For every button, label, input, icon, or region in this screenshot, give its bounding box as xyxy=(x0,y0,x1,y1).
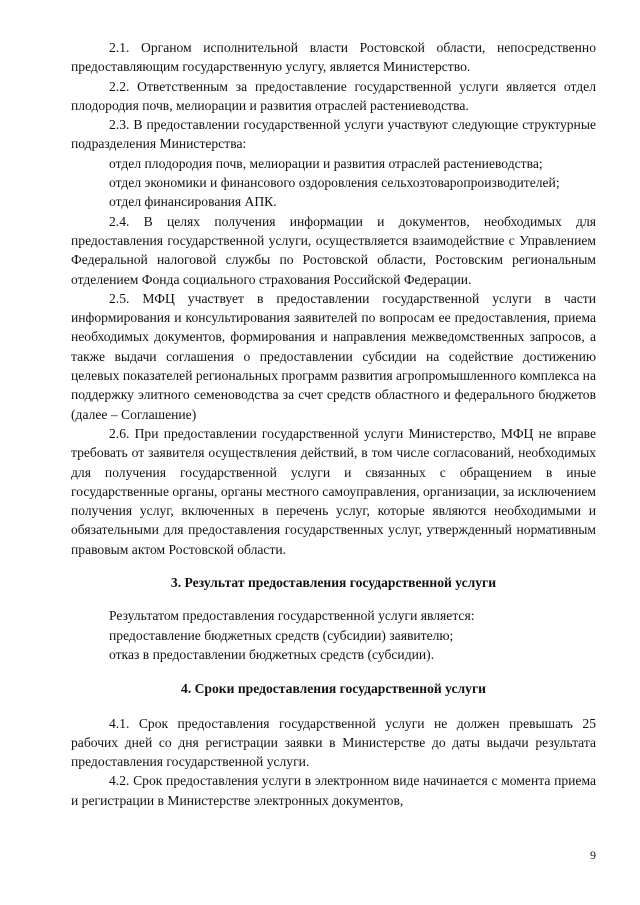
list-item-dept-economics: отдел экономики и финансового оздоровления сельхозтоваропроизводителей; xyxy=(109,175,560,191)
result-item-grant: предоставление бюджетных средств (субсидии) заявителю; xyxy=(109,627,454,643)
paragraph-2-2: 2.2. Ответственным за предоставление государственной услуги является отдел плодородия почв, мелиорации и развития отраслей растениеводства. xyxy=(71,78,596,113)
section-heading-3: 3. Результат предоставления государственной услуги xyxy=(170,575,497,591)
section-heading-4: 4. Сроки предоставления государственной услуги xyxy=(181,681,486,697)
paragraph-2-6: 2.6. При предоставлении государственной услуги Министерство, МФЦ не вправе требовать от заявителя осуществления действий, в том числе согласований, необходимых для получения государственной услуги и связанных с обращением в иные государственные органы, органы местного самоуправления, организации, за исключением получения услуг, включенных в перечень услуг, которые являются необходимыми и обязательными для предоставления государственных услуг, утвержденный нормативным правовым актом Ростовской области. xyxy=(71,425,596,557)
page-number: 9 xyxy=(590,848,596,862)
paragraph-2-3: 2.3. В предоставлении государственной услуги участвуют следующие структурные подразделения Министерства: xyxy=(71,117,596,152)
paragraph-4-1: 4.1. Срок предоставления государственной услуги не должен превышать 25 рабочих дней со дня регистрации заявки в Министерстве до даты выдачи результата предоставления государственной услуги. xyxy=(71,715,596,770)
document-page xyxy=(71,38,596,810)
list-item-dept-soil: отдел плодородия почв, мелиорации и развития отраслей растениеводства; xyxy=(109,155,543,171)
paragraph-2-5: 2.5. МФЦ участвует в предоставлении государственной услуги в части информирования и консультирования заявителей по вопросам ее предоставления, приема необходимых документов, формирования и направления межведомственных запросов, а также выдачи соглашения о предоставлении субсидии на содействие достижению целевых показателей региональных программ развития агропромышленного комплекса на поддержку элитного семеноводства за счет средств областного и федерального бюджетов (далее – Соглашение) xyxy=(71,290,596,422)
list-item-dept-finance: отдел финансирования АПК. xyxy=(109,194,277,210)
paragraph-4-2: 4.2. Срок предоставления услуги в электронном виде начинается с момента приема и регистрации в Министерстве электронных документов, xyxy=(71,773,596,808)
paragraph-2-4: 2.4. В целях получения информации и документов, необходимых для предоставления государственной услуги, осуществляется взаимодействие с Управлением Федеральной налоговой службы по Ростовской области, Ростовским региональным отделением Фонда социального страхования Российской Федерации. xyxy=(71,213,596,287)
result-intro: Результатом предоставления государственной услуги является: xyxy=(109,608,475,624)
result-item-refusal: отказ в предоставлении бюджетных средств (субсидии). xyxy=(109,646,435,662)
paragraph-2-1: 2.1. Органом исполнительной власти Ростовской области, непосредственно предоставляющим государственную услугу, является Министерство. xyxy=(71,40,596,75)
